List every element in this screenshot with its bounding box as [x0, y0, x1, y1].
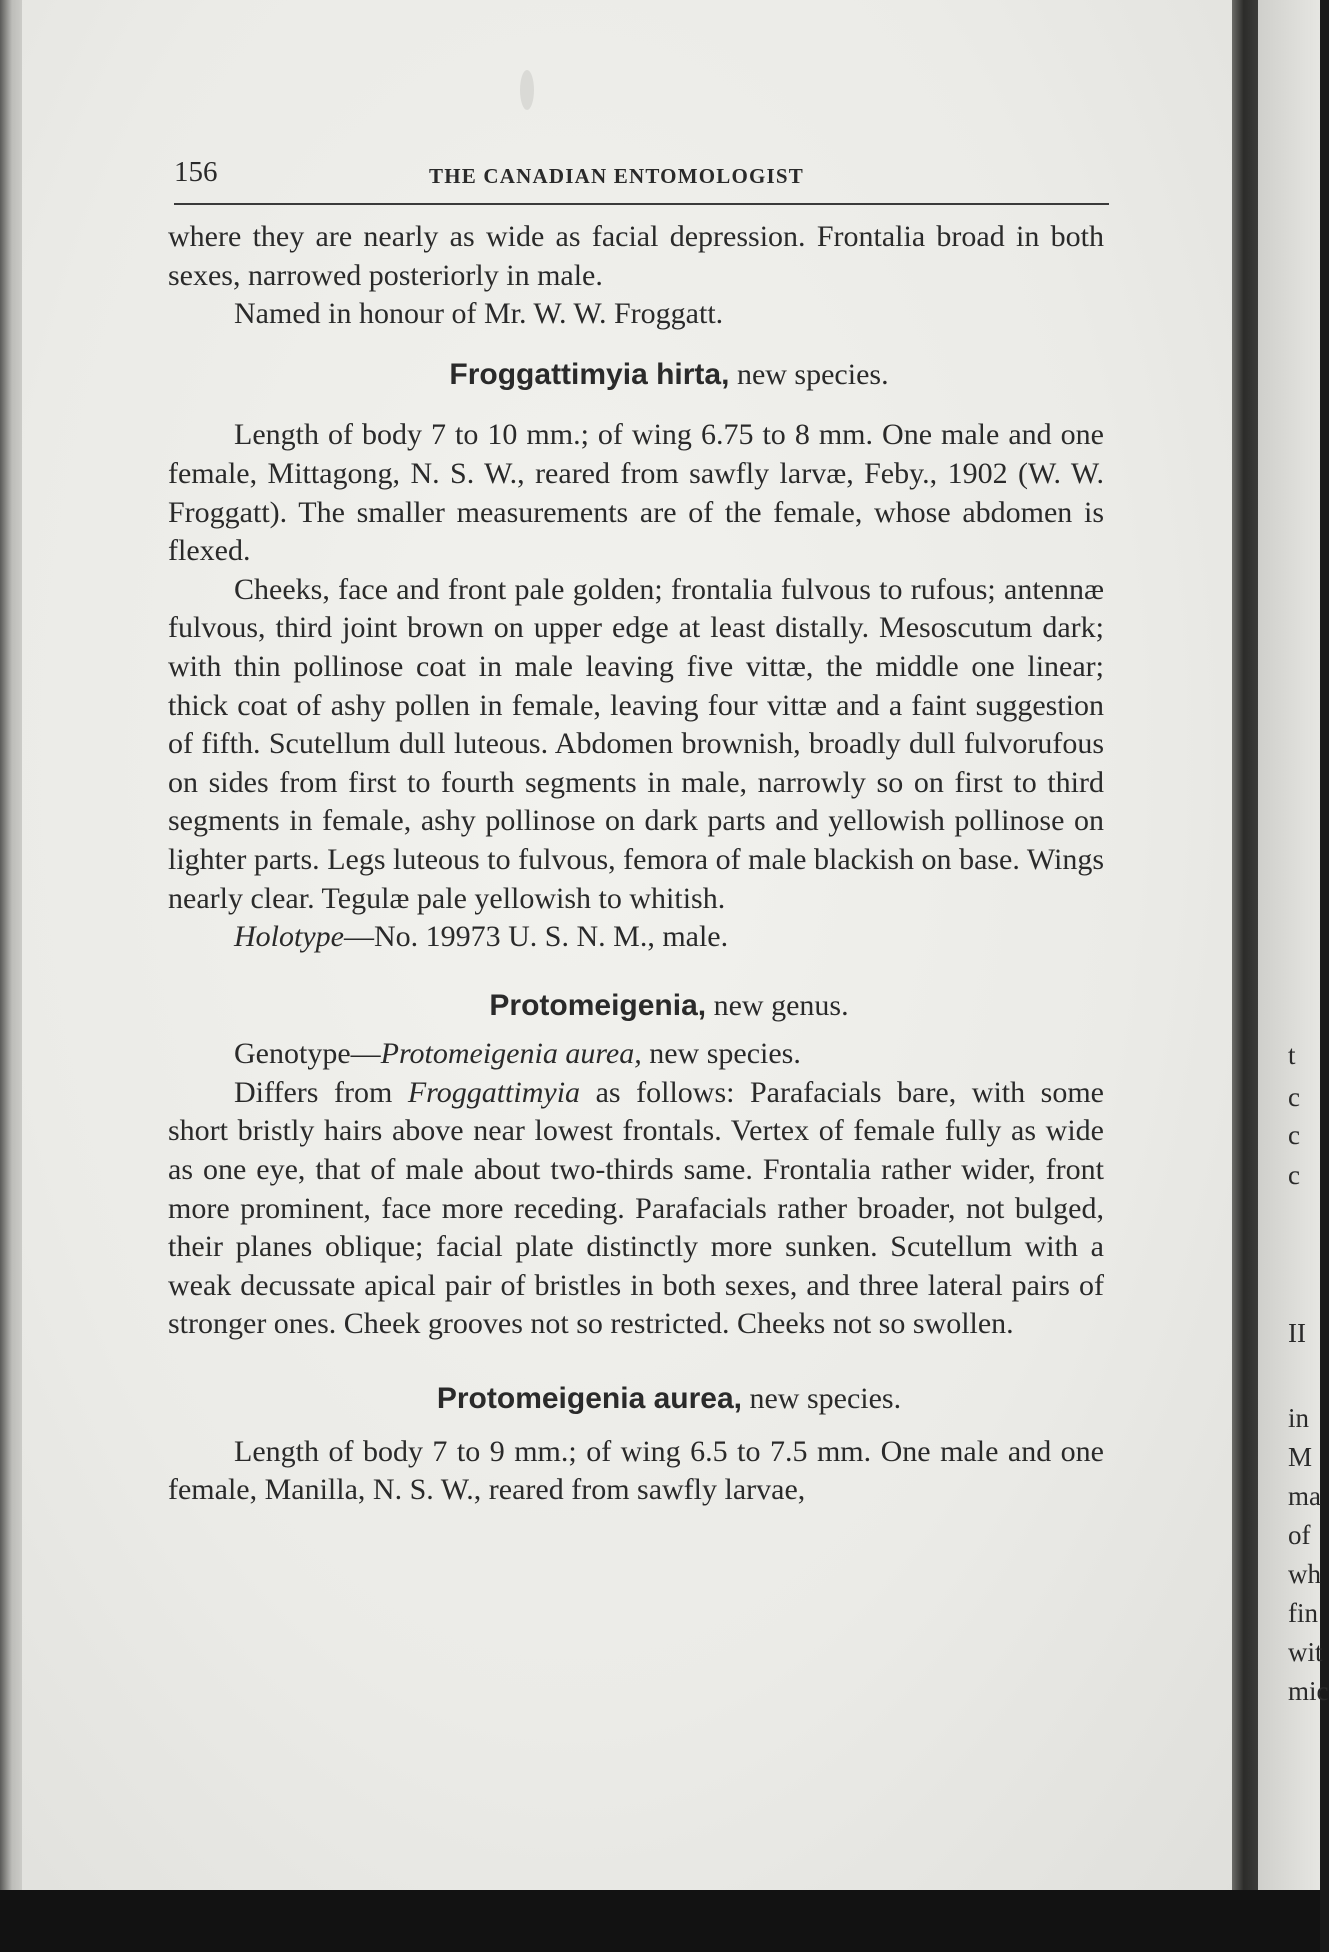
facing-fragment: mic — [1288, 1676, 1329, 1706]
facing-fragment: wh — [1288, 1559, 1321, 1589]
genotype-name: Protomeigenia aurea, — [380, 1037, 642, 1071]
scan-mark — [520, 70, 534, 110]
paragraph: Length of body 7 to 10 mm.; of wing 6.75 to 8 mm. One male and one female, Mittagong, N. S. W., reared from sawfly larvæ, Feby., 1902 (W. W. Froggatt). The smaller measurements are of the female, whose abdomen is flexed. — [168, 418, 1104, 568]
body-text — [168, 218, 1104, 1510]
holotype-text: —No. 19973 U. S. N. M., male. — [343, 920, 729, 954]
paragraph: where they are nearly as wide as facial depression. Frontalia broad in both sexes, narrowed posteriorly in male. — [168, 220, 1104, 292]
differs-start: Differs from — [234, 1075, 408, 1109]
facing-fragment: in — [1288, 1403, 1310, 1433]
species-name: Protomeigenia aurea, — [436, 1382, 742, 1416]
facing-fragment: c — [1288, 1120, 1300, 1150]
genus-name: Protomeigenia, — [489, 988, 707, 1022]
paragraph: Length of body 7 to 9 mm.; of wing 6.5 to 7.5 mm. One male and one female, Manilla, N. S. W., reared from sawfly larvae, — [168, 1434, 1104, 1507]
paragraph: Named in honour of Mr. W. W. Froggatt. — [234, 297, 724, 331]
facing-fragment: M — [1288, 1442, 1313, 1472]
facing-fragment: fin — [1288, 1598, 1318, 1628]
facing-fragment: wit — [1288, 1637, 1323, 1667]
paragraph — [168, 918, 1104, 957]
heading-suffix: new species. — [741, 1382, 902, 1416]
facing-page — [1258, 0, 1329, 1900]
page-number: 156 — [174, 156, 218, 188]
paragraph — [168, 1074, 1104, 1344]
facing-fragment: c — [1288, 1160, 1300, 1190]
facing-fragment: II — [1288, 1318, 1306, 1348]
species-name: Froggattimyia hirta, — [449, 357, 730, 391]
facing-fragment: t — [1288, 1040, 1296, 1070]
running-title: THE CANADIAN ENTOMOLOGIST — [429, 164, 805, 188]
paragraph: Cheeks, face and front pale golden; frontalia fulvous to rufous; antennæ fulvous, third joint brown on upper edge at least distally. Mesoscutum dark; with thin pollinose coat in male leaving five vittæ, the middle one linear; thick coat of ashy pollen in female, leaving four vittæ and a faint suggestion of fifth. Scutellum dull luteous. Abdomen brownish, broadly dull fulvorufous on sides from first to fourth segments in male, narrowly so on first to third segments in female, ashy pollinose on dark parts and yellowish pollinose on lighter parts. Legs luteous to fulvous, femora of male blackish on base. Wings nearly clear. Tegulæ pale yellowish to whitish. — [168, 572, 1104, 915]
facing-fragment: of — [1288, 1520, 1311, 1550]
facing-fragment: c — [1288, 1082, 1300, 1112]
page-header — [174, 150, 1109, 198]
heading-suffix: new genus. — [706, 988, 849, 1022]
book-spine — [1232, 0, 1258, 1900]
genus-ref: Froggattimyia — [407, 1075, 581, 1109]
holotype-label: Holotype — [234, 920, 344, 954]
scan-bottom-edge — [0, 1890, 1320, 1952]
header-rule — [174, 203, 1109, 205]
genotype-label: Genotype— — [234, 1037, 381, 1071]
genotype-rest: new species. — [641, 1037, 801, 1071]
paragraph — [168, 1035, 1104, 1074]
heading-suffix: new species. — [729, 357, 889, 391]
genus-heading — [168, 987, 1104, 1026]
differs-rest: as follows: Parafacials bare, with some short bristly hairs above near lowest frontals. Vertex of female fully as wide as one eye, that of male about two-thirds same. Frontalia rather wider, front more prominent, face more receding. Parafacials rather broader, not bulged, their planes oblique; facial plate distinctly more sunken. Scutellum with a weak decussate apical pair of bristles in both sexes, and three lateral pairs of stronger ones. Cheek grooves not so restricted. Cheeks not so swollen. — [168, 1075, 1104, 1341]
species-heading — [168, 1380, 1104, 1419]
species-heading — [168, 356, 1104, 395]
facing-fragment: ma — [1288, 1481, 1321, 1511]
